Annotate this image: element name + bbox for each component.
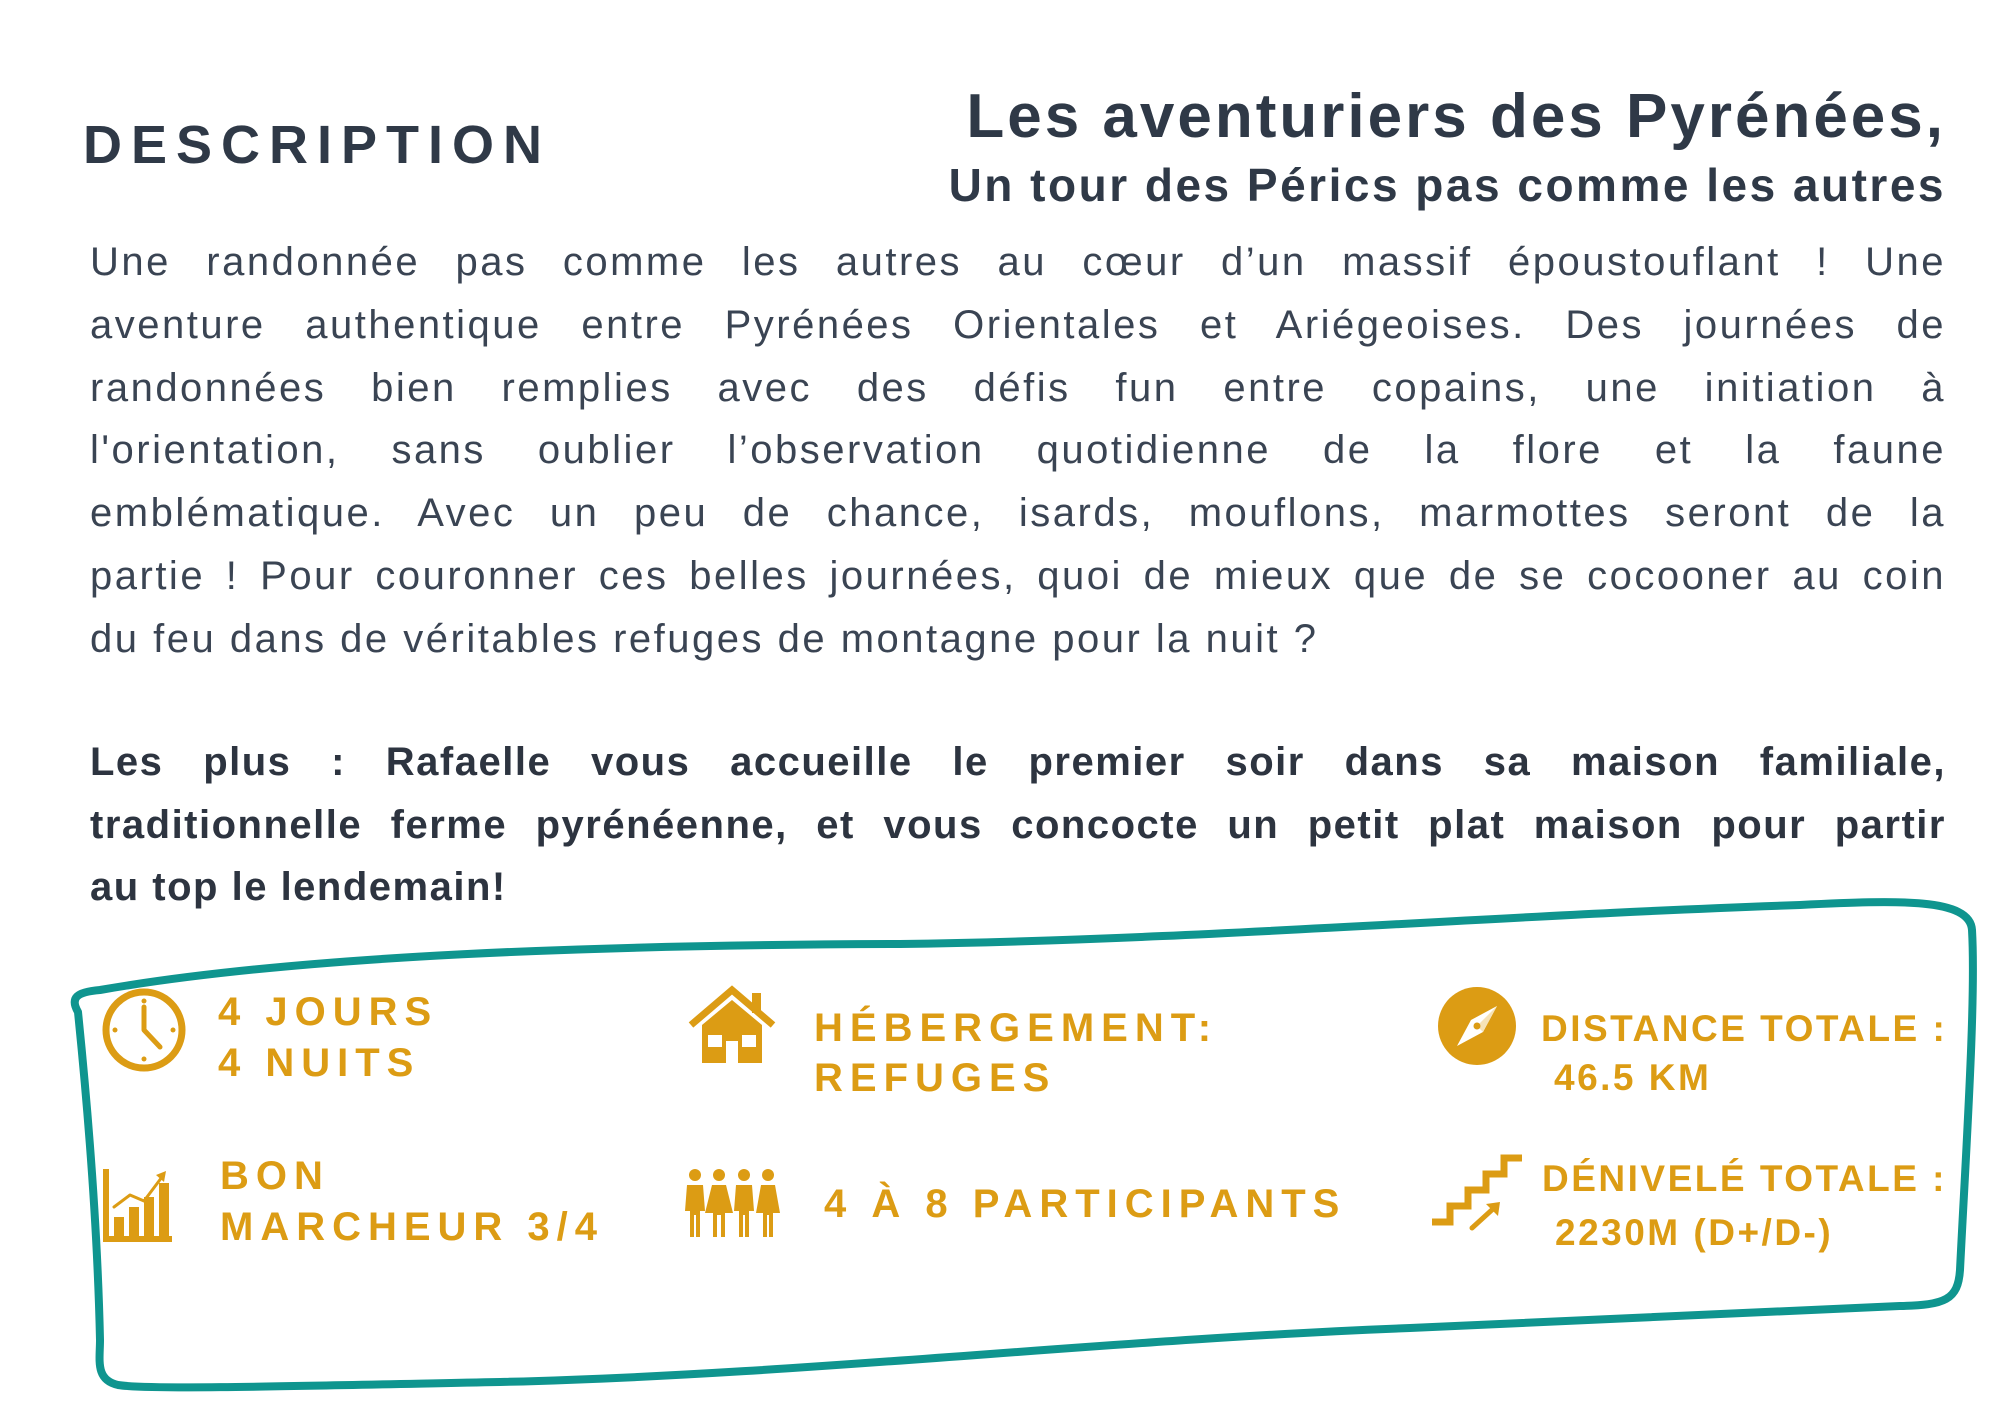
duration-info bbox=[218, 987, 438, 1089]
section-heading: DESCRIPTION bbox=[83, 115, 552, 175]
distance-label: DISTANCE TOTALE : bbox=[1541, 1008, 1948, 1049]
elevation-info bbox=[1542, 1152, 1947, 1260]
stairs-icon bbox=[1428, 1150, 1525, 1232]
accommodation-label: HÉBERGEMENT: bbox=[814, 1006, 1219, 1050]
description-line: partie ! Pour couronner ces belles journées, quoi de mieux que de se cocooner au coin bbox=[90, 553, 1946, 598]
level-info bbox=[220, 1151, 604, 1253]
page-title: Les aventuriers des Pyrénées, bbox=[966, 82, 1946, 151]
highlights-line: traditionnelle ferme pyrénéenne, et vous concocte un petit plat maison pour partir bbox=[90, 802, 1946, 847]
elevation-label: DÉNIVELÉ TOTALE : bbox=[1542, 1158, 1947, 1199]
level-label: BON bbox=[220, 1154, 330, 1198]
house-icon bbox=[686, 985, 778, 1065]
accommodation-info bbox=[814, 1003, 1218, 1103]
description-line: aventure authentique entre Pyrénées Orientales et Ariégeoises. Des journées de bbox=[90, 302, 1946, 347]
highlights-paragraph bbox=[90, 731, 1946, 919]
duration-nights: 4 NUITS bbox=[218, 1041, 421, 1085]
accommodation-value: REFUGES bbox=[814, 1056, 1057, 1100]
distance-info bbox=[1541, 1004, 1947, 1102]
participants-value: 4 À 8 PARTICIPANTS bbox=[824, 1182, 1347, 1226]
highlights-line: au top le lendemain! bbox=[90, 865, 507, 909]
compass-icon bbox=[1437, 986, 1517, 1066]
highlights-line: Les plus : Rafaelle vous accueille le premier soir dans sa maison familiale, bbox=[90, 740, 1946, 784]
participants-info bbox=[824, 1179, 1346, 1229]
frame-outline bbox=[75, 902, 1973, 1387]
clock-icon bbox=[100, 985, 188, 1075]
bar-chart-icon bbox=[100, 1165, 176, 1245]
description-paragraph bbox=[90, 231, 1946, 671]
level-value: MARCHEUR 3/4 bbox=[220, 1205, 605, 1249]
description-line: Une randonnée pas comme les autres au cœur d’un massif époustouflant ! Une bbox=[90, 240, 1946, 284]
people-icon bbox=[683, 1167, 780, 1239]
page-subtitle: Un tour des Pérics pas comme les autres bbox=[948, 159, 1946, 211]
description-line: l'orientation, sans oublier l’observation quotidienne de la flore et la faune bbox=[90, 428, 1946, 473]
elevation-value: 2230M (D+/D-) bbox=[1555, 1212, 1834, 1253]
duration-days: 4 JOURS bbox=[218, 990, 439, 1034]
description-line: randonnées bien remplies avec des défis fun entre copains, une initiation à bbox=[90, 365, 1946, 410]
description-line: du feu dans de véritables refuges de montagne pour la nuit ? bbox=[90, 616, 1319, 661]
description-line: emblématique. Avec un peu de chance, isards, mouflons, marmottes seront de la bbox=[90, 491, 1946, 536]
distance-value: 46.5 KM bbox=[1554, 1057, 1712, 1098]
